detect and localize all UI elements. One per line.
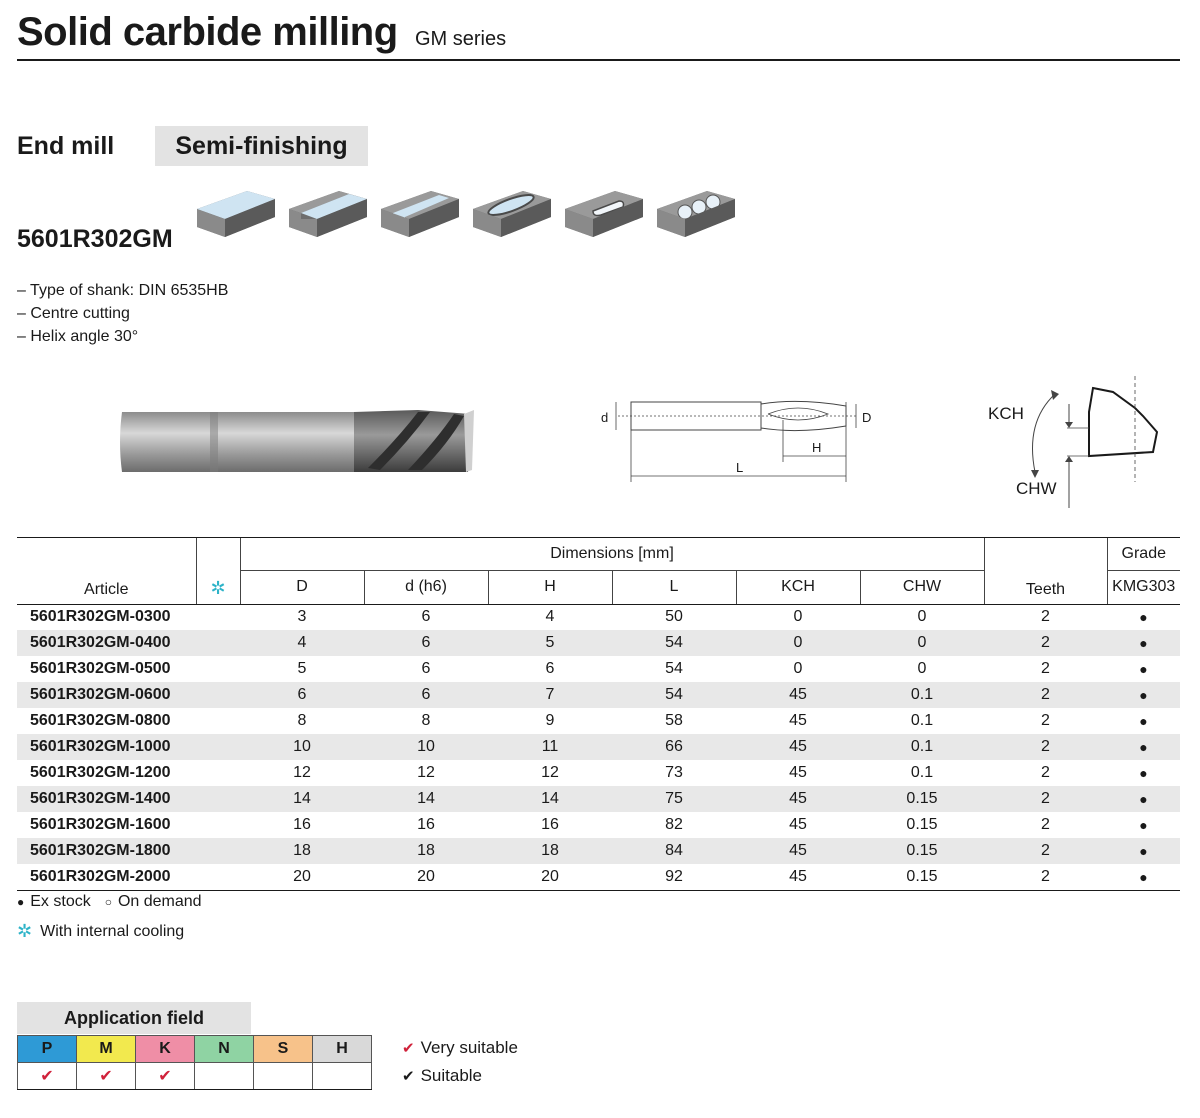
on-demand-label: On demand bbox=[117, 893, 202, 910]
article-cell: 5601R302GM-1400 bbox=[17, 786, 196, 812]
ex-stock-label: Ex stock bbox=[30, 893, 91, 910]
product-code: 5601R302GM bbox=[17, 225, 173, 253]
material-m: M bbox=[77, 1036, 136, 1063]
material-p: P bbox=[18, 1036, 77, 1063]
material-s: S bbox=[254, 1036, 313, 1063]
cooling-cell bbox=[196, 656, 240, 682]
CHW-cell: 0.15 bbox=[906, 816, 938, 833]
col-header-D: D bbox=[240, 571, 364, 604]
H-cell: 5 bbox=[488, 630, 612, 656]
CHW-cell: 0 bbox=[917, 660, 927, 677]
H-cell: 6 bbox=[545, 660, 555, 677]
dim-d-label: d bbox=[601, 410, 609, 425]
cooling-cell bbox=[196, 786, 240, 812]
material-n-suitability bbox=[195, 1063, 254, 1090]
D-cell: 3 bbox=[297, 608, 307, 626]
chw-label: CHW bbox=[1016, 479, 1057, 498]
KCH-cell: 45 bbox=[789, 712, 807, 729]
H-cell: 14 bbox=[488, 786, 612, 812]
article-cell: 5601R302GM-2000 bbox=[17, 864, 196, 890]
specification-table bbox=[17, 537, 1180, 891]
feature-item: – Centre cutting bbox=[17, 305, 130, 322]
cooling-cell bbox=[196, 760, 240, 786]
table-row bbox=[17, 604, 1180, 630]
kch-label: KCH bbox=[988, 404, 1024, 423]
d-cell: 20 bbox=[364, 864, 488, 890]
article-cell: 5601R302GM-1800 bbox=[17, 838, 196, 864]
dim-L-label: L bbox=[736, 460, 744, 475]
availability-cell: ● bbox=[1139, 817, 1148, 833]
d-cell: 18 bbox=[364, 838, 488, 864]
d-cell: 16 bbox=[417, 816, 435, 833]
CHW-cell: 0 bbox=[917, 608, 927, 626]
KCH-cell: 0 bbox=[736, 630, 860, 656]
d-cell: 8 bbox=[421, 712, 431, 729]
material-k: K bbox=[136, 1036, 195, 1063]
teeth-cell: 2 bbox=[984, 864, 1107, 890]
availability-legend bbox=[17, 893, 202, 911]
D-cell: 4 bbox=[240, 630, 364, 656]
L-cell: 58 bbox=[665, 712, 683, 729]
KCH-cell: 45 bbox=[736, 786, 860, 812]
KCH-cell: 45 bbox=[736, 734, 860, 760]
operation-tag: Semi-finishing bbox=[155, 126, 368, 166]
article-header: Article bbox=[17, 538, 196, 604]
slot-milling-icon bbox=[379, 185, 461, 247]
page-title: Solid carbide milling bbox=[17, 10, 398, 54]
L-cell: 54 bbox=[665, 660, 683, 677]
cooling-header bbox=[196, 538, 240, 604]
plunge-milling-icon bbox=[655, 185, 737, 247]
L-cell: 54 bbox=[612, 630, 736, 656]
section-title: End mill bbox=[17, 132, 115, 160]
application-field-title: Application field bbox=[17, 1002, 251, 1034]
availability-cell: ● bbox=[1107, 734, 1180, 760]
D-cell: 14 bbox=[240, 786, 364, 812]
L-cell: 73 bbox=[665, 764, 683, 781]
D-cell: 16 bbox=[293, 816, 311, 833]
material-h-suitability bbox=[313, 1063, 372, 1090]
very-suitable-label: Very suitable bbox=[420, 1038, 518, 1057]
col-header-CHW: CHW bbox=[860, 571, 984, 604]
KCH-cell: 0 bbox=[793, 660, 803, 677]
material-h: H bbox=[313, 1036, 372, 1063]
d-cell: 14 bbox=[364, 786, 488, 812]
d-cell: 6 bbox=[421, 608, 431, 626]
KCH-cell: 45 bbox=[736, 682, 860, 708]
teeth-cell: 2 bbox=[984, 630, 1107, 656]
H-cell: 11 bbox=[488, 734, 612, 760]
H-cell: 16 bbox=[541, 816, 559, 833]
chamfer-drawing bbox=[985, 372, 1175, 512]
cooling-cell bbox=[196, 682, 240, 708]
table-row bbox=[17, 734, 1180, 760]
teeth-header: Teeth bbox=[984, 538, 1107, 604]
table-row bbox=[17, 760, 1180, 786]
title-divider bbox=[17, 59, 1180, 61]
article-cell: 5601R302GM-0500 bbox=[30, 660, 171, 677]
CHW-cell: 0.1 bbox=[860, 682, 984, 708]
CHW-cell: 0.15 bbox=[860, 838, 984, 864]
article-cell: 5601R302GM-0800 bbox=[30, 712, 171, 729]
article-cell: 5601R302GM-0400 bbox=[17, 630, 196, 656]
L-cell: 50 bbox=[665, 608, 683, 626]
L-cell: 82 bbox=[665, 816, 683, 833]
table-row bbox=[17, 630, 1180, 656]
availability-cell: ● bbox=[1139, 765, 1148, 781]
article-cell: 5601R302GM-1600 bbox=[30, 816, 171, 833]
ex-stock-symbol: ● bbox=[17, 895, 25, 909]
table-row bbox=[17, 838, 1180, 864]
teeth-cell: 2 bbox=[1041, 712, 1050, 729]
H-cell: 20 bbox=[488, 864, 612, 890]
availability-cell: ● bbox=[1107, 864, 1180, 890]
cooling-cell bbox=[196, 864, 240, 890]
availability-cell: ● bbox=[1107, 786, 1180, 812]
shoulder-milling-icon bbox=[287, 185, 369, 247]
grade-name: KMG303 bbox=[1107, 571, 1180, 604]
d-cell: 6 bbox=[364, 630, 488, 656]
availability-cell: ● bbox=[1107, 630, 1180, 656]
H-cell: 12 bbox=[541, 764, 559, 781]
d-cell: 6 bbox=[421, 660, 431, 677]
d-cell: 10 bbox=[364, 734, 488, 760]
cooling-cell bbox=[196, 630, 240, 656]
black-check-icon: ✔ bbox=[402, 1068, 415, 1085]
D-cell: 6 bbox=[240, 682, 364, 708]
face-milling-icon bbox=[195, 185, 277, 247]
col-header-KCH: KCH bbox=[736, 571, 860, 604]
CHW-cell: 0.1 bbox=[910, 712, 934, 729]
cooling-cell bbox=[196, 734, 240, 760]
KCH-cell: 0 bbox=[793, 608, 803, 626]
suitable-legend bbox=[402, 1066, 482, 1086]
H-cell: 9 bbox=[545, 712, 555, 729]
d-cell: 6 bbox=[364, 682, 488, 708]
article-cell: 5601R302GM-0300 bbox=[30, 608, 171, 626]
availability-cell: ● bbox=[1139, 713, 1148, 729]
table-row bbox=[17, 708, 1180, 734]
L-cell: 92 bbox=[612, 864, 736, 890]
internal-cooling-icon: ✲ bbox=[17, 921, 33, 941]
H-cell: 18 bbox=[488, 838, 612, 864]
material-s-suitability bbox=[254, 1063, 313, 1090]
material-m-suitability: ✔ bbox=[77, 1063, 136, 1090]
cooling-cell bbox=[196, 838, 240, 864]
dim-D-label: D bbox=[862, 410, 872, 425]
CHW-cell: 0 bbox=[860, 630, 984, 656]
teeth-cell: 2 bbox=[984, 734, 1107, 760]
table-row bbox=[17, 812, 1180, 838]
L-cell: 66 bbox=[612, 734, 736, 760]
feature-item: – Helix angle 30° bbox=[17, 328, 139, 345]
pocket-milling-icon bbox=[563, 185, 645, 247]
H-cell: 4 bbox=[545, 608, 555, 626]
teeth-cell: 2 bbox=[1041, 764, 1050, 781]
teeth-cell: 2 bbox=[1041, 608, 1050, 626]
red-check-icon: ✔ bbox=[402, 1040, 415, 1057]
L-cell: 84 bbox=[612, 838, 736, 864]
D-cell: 5 bbox=[297, 660, 307, 677]
d-cell: 12 bbox=[417, 764, 435, 781]
pocket-slot-icon bbox=[471, 185, 553, 247]
cooling-label: With internal cooling bbox=[40, 922, 185, 940]
dimensions-header: Dimensions [mm] bbox=[240, 538, 984, 571]
availability-cell: ● bbox=[1139, 609, 1148, 626]
cooling-cell bbox=[196, 812, 240, 838]
teeth-cell: 2 bbox=[984, 786, 1107, 812]
feature-list bbox=[17, 279, 228, 348]
dimension-drawing bbox=[598, 384, 898, 484]
L-cell: 54 bbox=[612, 682, 736, 708]
D-cell: 18 bbox=[240, 838, 364, 864]
CHW-cell: 0.1 bbox=[860, 734, 984, 760]
cooling-cell bbox=[196, 708, 240, 734]
availability-cell: ● bbox=[1107, 682, 1180, 708]
series-subtitle: GM series bbox=[415, 28, 507, 50]
KCH-cell: 45 bbox=[789, 764, 807, 781]
grade-header: Grade bbox=[1107, 538, 1180, 571]
KCH-cell: 45 bbox=[789, 816, 807, 833]
D-cell: 12 bbox=[293, 764, 311, 781]
cooling-cell bbox=[196, 604, 240, 630]
application-field-table bbox=[17, 1035, 372, 1090]
article-cell: 5601R302GM-0600 bbox=[17, 682, 196, 708]
on-demand-symbol: ○ bbox=[104, 895, 112, 909]
table-row bbox=[17, 786, 1180, 812]
teeth-cell: 2 bbox=[984, 838, 1107, 864]
KCH-cell: 45 bbox=[736, 864, 860, 890]
suitable-label: Suitable bbox=[420, 1066, 483, 1085]
table-row bbox=[17, 864, 1180, 890]
article-cell: 5601R302GM-1000 bbox=[17, 734, 196, 760]
KCH-cell: 45 bbox=[736, 838, 860, 864]
cooling-legend bbox=[17, 921, 184, 942]
teeth-cell: 2 bbox=[1041, 660, 1050, 677]
H-cell: 7 bbox=[488, 682, 612, 708]
availability-cell: ● bbox=[1107, 838, 1180, 864]
feature-item: – Type of shank: DIN 6535HB bbox=[17, 282, 229, 299]
L-cell: 75 bbox=[612, 786, 736, 812]
teeth-cell: 2 bbox=[1041, 816, 1050, 833]
CHW-cell: 0.1 bbox=[910, 764, 934, 781]
very-suitable-legend bbox=[402, 1038, 518, 1058]
article-cell: 5601R302GM-1200 bbox=[30, 764, 171, 781]
col-header-d: d (h6) bbox=[364, 571, 488, 604]
table-row bbox=[17, 682, 1180, 708]
D-cell: 20 bbox=[240, 864, 364, 890]
CHW-cell: 0.15 bbox=[860, 864, 984, 890]
col-header-L: L bbox=[612, 571, 736, 604]
material-n: N bbox=[195, 1036, 254, 1063]
dim-H-label: H bbox=[812, 440, 822, 455]
table-row bbox=[17, 656, 1180, 682]
col-header-H: H bbox=[488, 571, 612, 604]
D-cell: 8 bbox=[297, 712, 307, 729]
internal-cooling-icon: ✲ bbox=[210, 577, 226, 598]
availability-cell: ● bbox=[1139, 661, 1148, 677]
end-mill-photo bbox=[118, 408, 478, 476]
D-cell: 10 bbox=[240, 734, 364, 760]
material-k-suitability: ✔ bbox=[136, 1063, 195, 1090]
teeth-cell: 2 bbox=[984, 682, 1107, 708]
material-p-suitability: ✔ bbox=[18, 1063, 77, 1090]
CHW-cell: 0.15 bbox=[860, 786, 984, 812]
